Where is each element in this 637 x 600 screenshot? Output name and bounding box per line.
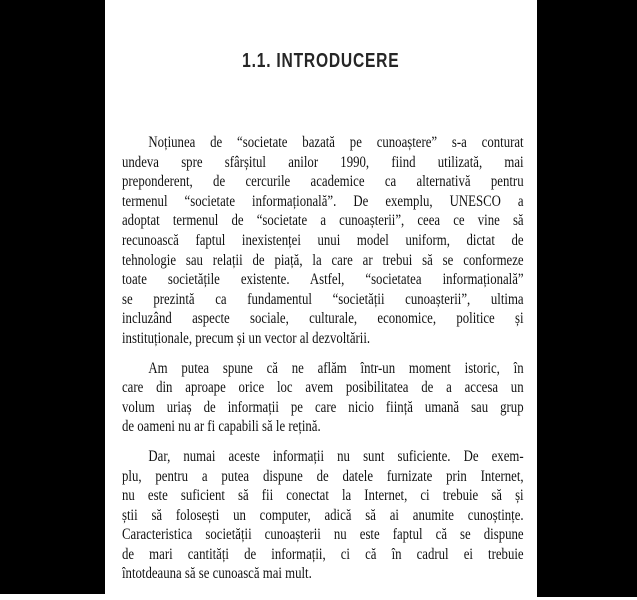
paragraph	[122, 359, 524, 437]
text-line: nu este suficient să fii conectat la Internet, ci trebuie să și	[122, 487, 524, 505]
text-line: preponderent, de cercurile academice ca alternativă pentru	[122, 173, 524, 191]
page-body-text	[122, 133, 524, 584]
text-line: toate societățile existente. Astfel, “societatea informațională”	[122, 271, 524, 289]
text-line: de mari cantități de informații, ci că în cadrul ei trebuie	[122, 545, 524, 563]
text-line: știi să folosești un computer, adică să ai anumite cunoștințe.	[122, 506, 524, 524]
text-line: Am putea spune că ne aflăm într-un moment istoric, în	[148, 359, 524, 377]
text-line: plu, pentru a putea dispune de datele furnizate prin Internet,	[122, 467, 524, 485]
section-title	[105, 50, 537, 73]
text-line: de oameni nu ar fi capabili să le rețină.	[122, 418, 321, 436]
text-line: Dar, numai aceste informații nu sunt suficiente. De exem-	[148, 447, 524, 465]
text-line: termenul “societate informațională”. De exemplu, UNESCO a	[122, 192, 524, 210]
text-line: Noțiunea de “societate bazată pe cunoaștere” s-a conturat	[148, 134, 524, 151]
text-line: instituționale, precum și un vector al dezvoltării.	[122, 329, 371, 347]
text-line: undeva spre sfârșitul anilor 1990, fiind utilizată, mai	[122, 153, 524, 171]
text-line: Caracteristica societății cunoașterii nu este faptul că se dispune	[122, 526, 524, 544]
text-line: recunoască faptul inexistenței unui model uniform, dictat de	[122, 231, 524, 249]
text-line: adoptat termenul de “societate a cunoașterii”, ceea ce vine să	[122, 212, 524, 230]
text-line: volum uriaș de informații pe care nicio ființă umană sau grup	[122, 398, 524, 416]
text-line: incluzând aspecte sociale, culturale, economice, politice și	[122, 310, 524, 328]
paragraph	[122, 447, 524, 584]
right-black-border	[537, 0, 637, 597]
section-title-text: 1.1. INTRODUCERE	[242, 50, 400, 72]
paragraph	[122, 133, 524, 349]
text-line: întotdeauna să se cunoască mai mult.	[122, 565, 312, 583]
text-line: care din aproape orice loc avem posibilitatea de a accesa un	[122, 379, 524, 397]
text-line: se prezintă ca fundamentul “societății cunoașterii”, ultima	[122, 290, 524, 308]
book-page	[105, 0, 537, 600]
left-black-border	[0, 0, 105, 594]
text-line: tehnologie sau relații de piață, la care ar trebui să se conformeze	[122, 251, 524, 269]
